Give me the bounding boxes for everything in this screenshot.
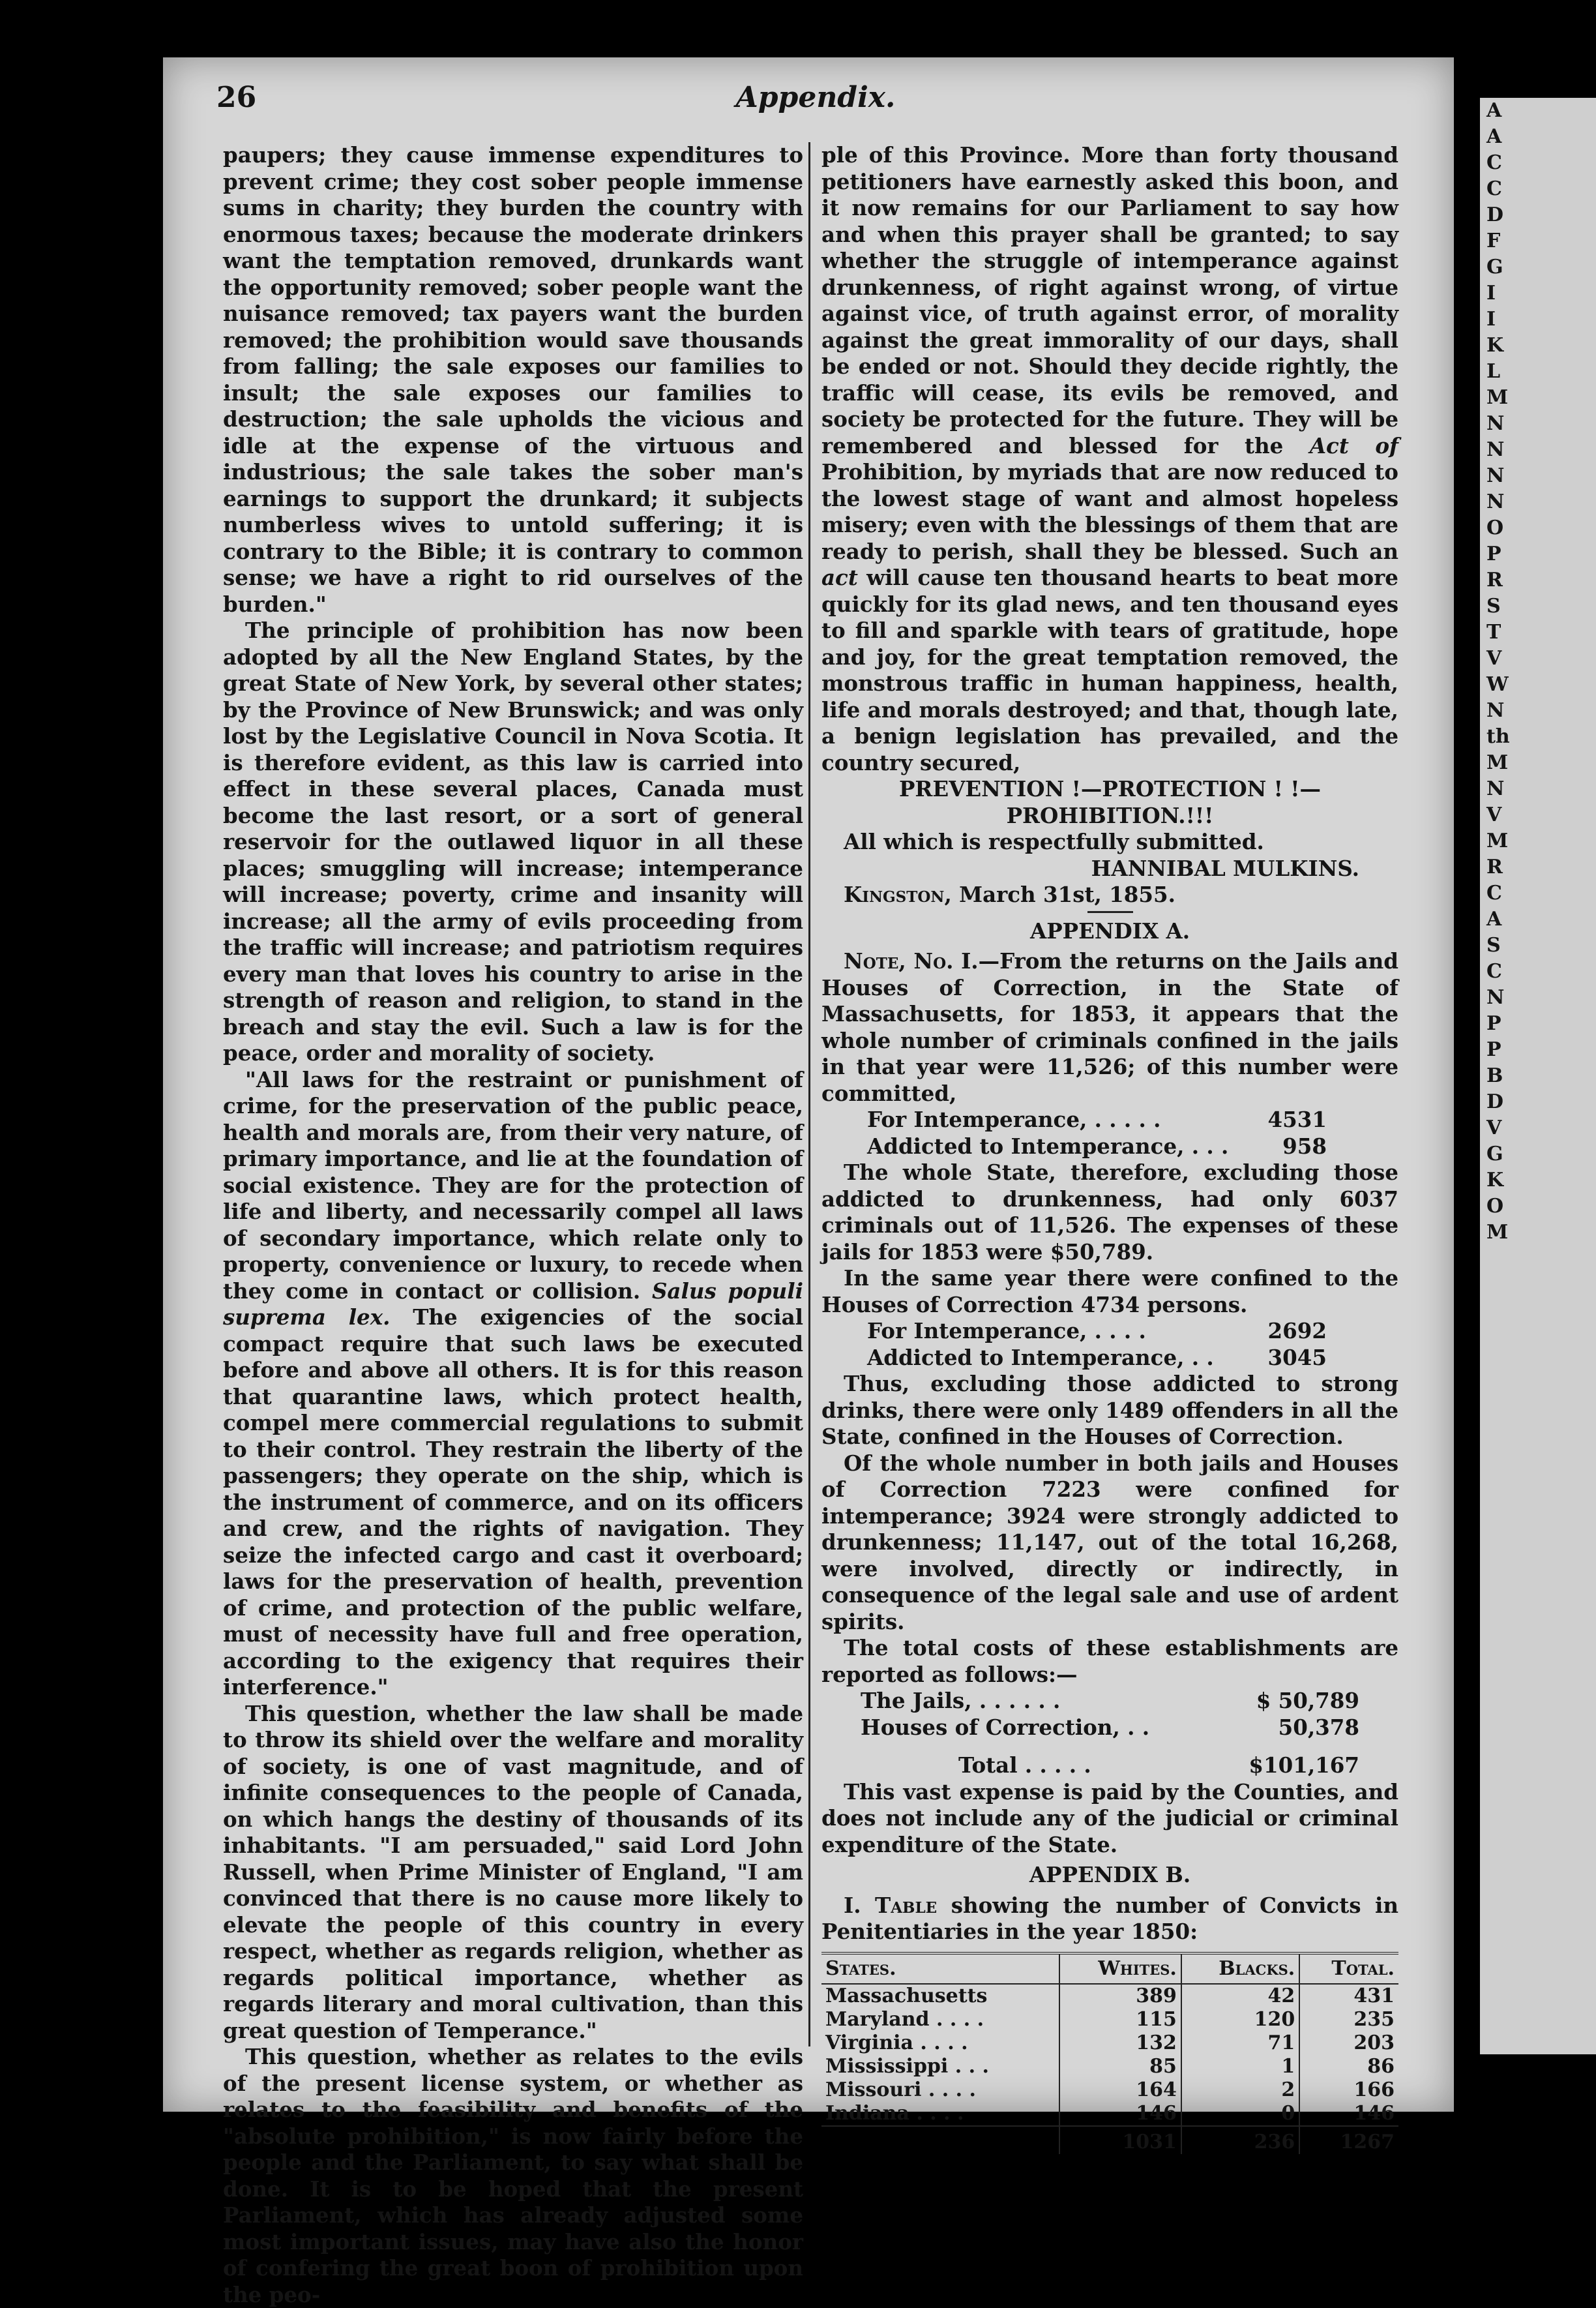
adjacent-page-letter: P	[1486, 1012, 1501, 1035]
adjacent-page-letter: C	[1486, 177, 1502, 200]
adjacent-page-letter: G	[1486, 1143, 1503, 1165]
adjacent-page-letter: M	[1486, 830, 1509, 852]
adjacent-page-letter: th	[1486, 725, 1510, 748]
stat-row	[821, 1133, 1398, 1160]
table-header: Blacks.	[1181, 1953, 1299, 1984]
stat-row	[821, 1318, 1398, 1345]
table-cell: 203	[1299, 2031, 1398, 2055]
stat-value: 2692	[1267, 1318, 1327, 1343]
adjacent-page-letter: V	[1486, 1117, 1502, 1139]
cost-label: Houses of Correction, . .	[861, 1714, 1150, 1740]
adjacent-page-letters	[1486, 98, 1513, 1246]
latin-maxim: Salus populi suprema lex.	[223, 1278, 803, 1330]
cost-total-value: $101,167	[1249, 1752, 1359, 1778]
adjacent-page-letter: T	[1486, 621, 1501, 644]
adjacent-page-letter: L	[1486, 360, 1501, 383]
table-total-row	[821, 2126, 1398, 2154]
paragraph: The principle of prohibition has now been adopted by all the New England States, by the great State of New York, by several other states; by the Province of New Brunswick; and was only lost by the Legislative Council in Nova Scotia. It is therefore evident, as this law is carried into effect in these several places, Canada must become the last resort, or a sort of general reservoir for the outlawed liquor in all these places; smuggling will increase; intemperance will increase; poverty, crime and insanity will increase; all the army of evils proceeding from the traffic will increase; and patriotism requires every man that loves his country to arise in the strength of reason and religion, to stand in the breach and stay the evil. Such a law is for the peace, order and morality of society.	[223, 618, 803, 1066]
paragraph: This vast expense is paid by the Counties, and does not include any of the judicial or criminal expenditure of the State.	[821, 1778, 1398, 1857]
table-cell: 389	[1059, 1984, 1181, 2008]
cost-total-row	[821, 1752, 1398, 1779]
table-cell: Missouri . . . .	[825, 2078, 976, 2101]
adjacent-page-letter: B	[1486, 1064, 1503, 1087]
cost-row	[821, 1715, 1398, 1741]
table-intro	[821, 1893, 1398, 1945]
adjacent-page-letter: A	[1486, 908, 1502, 931]
adjacent-page-letter: P	[1486, 543, 1501, 565]
paragraph: The total costs of these establishments are reported as follows:—	[821, 1635, 1398, 1687]
table-cell: 120	[1181, 2008, 1299, 2031]
stat-label: Addicted to Intemperance, . . .	[867, 1133, 1229, 1159]
table-cell: 0	[1181, 2102, 1299, 2126]
date: March 31st, 1855.	[959, 882, 1175, 907]
adjacent-page-letter: I	[1486, 282, 1496, 305]
text: showing the number of Convicts in Penitentiaries in the year 1850:	[821, 1892, 1398, 1944]
quote-text: "All laws for the restraint or punishment of crime, for the preservation of the public peace, health and morals are, from their very nature, of primary importance, and lie at the foundation of social existence. They are for the protection of life and liberty, and necessarily compel all laws of secondary importance, which relate only to property, convenience or luxury, to recede when they come in contact or collision.	[223, 1066, 803, 1304]
adjacent-page-letter: N	[1486, 464, 1505, 487]
table-header-row	[821, 1953, 1398, 1984]
stat-row	[821, 1345, 1398, 1371]
adjacent-page-letter: V	[1486, 803, 1502, 826]
adjacent-page-letter: F	[1486, 230, 1501, 252]
table-cell: 1031	[1059, 2126, 1181, 2154]
adjacent-page-letter: M	[1486, 751, 1509, 774]
submitted-line: All which is respectfully submitted.	[844, 829, 1264, 854]
adjacent-page-letter: P	[1486, 1038, 1501, 1061]
book-page	[163, 57, 1454, 2307]
running-head: Appendix.	[735, 81, 896, 114]
adjacent-page-letter: C	[1486, 882, 1502, 905]
paragraph: In the same year there were confined to the Houses of Correction 4734 persons.	[821, 1265, 1398, 1317]
table-cell: 2	[1181, 2078, 1299, 2102]
table-row	[821, 2102, 1398, 2126]
appendix-a-heading: APPENDIX A.	[1029, 918, 1190, 944]
adjacent-page-letter: D	[1486, 1090, 1504, 1113]
adjacent-page-letter: D	[1486, 203, 1504, 226]
note-label: Note, No. I.	[844, 948, 979, 974]
table-cell: 85	[1059, 2055, 1181, 2078]
table-row	[821, 2031, 1398, 2055]
page-number: 26	[216, 81, 257, 114]
adjacent-page-letter: O	[1486, 1195, 1504, 1218]
table-cell: 86	[1299, 2055, 1398, 2078]
adjacent-page-letter: N	[1486, 412, 1505, 435]
adjacent-page-letter: N	[1486, 777, 1505, 800]
paragraph: paupers; they cause immense expenditures to prevent crime; they cost sober people immense sums in charity; they burden the country with enormous taxes; because the moderate drinkers want the temptation removed, drunkards want the opportunity removed; sober people want the nuisance removed; tax payers want the burden removed; the prohibition would save thousands from falling; the sale exposes our families to insult; the sale exposes our families to destruction; the sale upholds the vicious and idle at the expense of the virtuous and industrious; the sale takes the sober man's earnings to support the drunkard; it subjects numberless wives to untold suffering; it is contrary to the Bible; it is contrary to common sense; we have a right to rid ourselves of the burden."	[223, 142, 803, 617]
paragraph	[821, 142, 1398, 776]
adjacent-page-letter: R	[1486, 856, 1503, 878]
place-date	[821, 882, 1398, 908]
table-cell: Maryland . . . .	[825, 2007, 984, 2031]
adjacent-page-letter: S	[1486, 934, 1501, 957]
italic-text: act	[821, 565, 858, 590]
paragraph: Thus, excluding those addicted to strong drinks, there were only 1489 offenders in all the State, confined in the Houses of Correction.	[821, 1371, 1398, 1449]
table-cell: 164	[1059, 2078, 1181, 2102]
column-divider	[808, 142, 810, 2046]
table-cell: 166	[1299, 2078, 1398, 2102]
cost-row	[821, 1688, 1398, 1715]
adjacent-page-letter: N	[1486, 438, 1505, 461]
stat-label: For Intemperance, . . . .	[867, 1318, 1146, 1343]
cost-total-label: Total . . . . .	[958, 1752, 1091, 1778]
place: Kingston,	[844, 882, 952, 907]
paragraph: This question, whether the law shall be made to throw its shield over the welfare and morality of society, is one of vast magnitude, and of infinite consequences to the people of Canada, on which hangs the destiny of thousands of its inhabitants. "I am persuaded," said Lord John Russell, when Prime Minister of England, "I am convinced that there is no cause more likely to elevate the people of this country in every respect, whether as regards religion, whether as regards political importance, whether as regards literary and moral cultivation, than this great question of Temperance."	[223, 1700, 803, 2043]
table-cell: Mississippi . . .	[825, 2054, 989, 2078]
adjacent-page-letter: S	[1486, 595, 1501, 618]
adjacent-page-letter: C	[1486, 151, 1502, 174]
table-row	[821, 2008, 1398, 2031]
right-column	[821, 142, 1398, 2154]
table-cell: 115	[1059, 2008, 1181, 2031]
paragraph	[821, 948, 1398, 1107]
left-column	[223, 142, 803, 2308]
table-cell: 42	[1181, 1984, 1299, 2008]
text: I.	[844, 1892, 861, 1918]
adjacent-page-letter: R	[1486, 569, 1503, 592]
table-cell: 1	[1181, 2055, 1299, 2078]
table-header: States.	[821, 1953, 1059, 1984]
appendix-b-heading: APPENDIX B.	[1029, 1862, 1191, 1887]
table-cell: Massachusetts	[825, 1984, 988, 2007]
motto: PREVENTION !—PROTECTION ! !—PROHIBITION.!!!	[898, 776, 1322, 828]
adjacent-page-letter: M	[1486, 1221, 1509, 1244]
paragraph	[223, 1067, 803, 1701]
adjacent-page-letter: I	[1486, 308, 1496, 331]
stat-row	[821, 1107, 1398, 1133]
table-row	[821, 2055, 1398, 2078]
page-header	[216, 81, 1415, 127]
table-row	[821, 1984, 1398, 2008]
cost-value: $ 50,789	[1256, 1688, 1359, 1713]
table-cell	[821, 2126, 1059, 2154]
table-cell: 236	[1181, 2126, 1299, 2154]
adjacent-page-letter: K	[1486, 334, 1504, 357]
table-label: Table	[875, 1892, 938, 1918]
adjacent-page-letter: V	[1486, 647, 1502, 670]
adjacent-page-letter: A	[1486, 99, 1502, 122]
table-header: Total.	[1299, 1953, 1398, 1984]
paragraph: The whole State, therefore, excluding those addicted to drunkenness, had only 6037 criminals out of 11,526. The expenses of these jails for 1853 were $50,789.	[821, 1160, 1398, 1265]
adjacent-page-letter: N	[1486, 986, 1505, 1009]
stat-value: 958	[1282, 1133, 1327, 1159]
adjacent-page-letter: M	[1486, 386, 1509, 409]
rule	[1087, 911, 1133, 913]
adjacent-page-letter: K	[1486, 1169, 1504, 1191]
table-cell: Indiana . . . .	[825, 2101, 964, 2125]
adjacent-page-letter: W	[1486, 673, 1509, 696]
cost-value: 50,378	[1278, 1714, 1359, 1740]
table-cell: Virginia . . . .	[825, 2031, 968, 2054]
table-cell: 71	[1181, 2031, 1299, 2055]
text: —From the returns on the Jails and Houses of Correction, in the State of Massachusetts, for 1853, it appears that the whole number of criminals confined in the jails in that year were 11,526; of this number were committed,	[821, 948, 1398, 1106]
adjacent-page-letter: A	[1486, 125, 1502, 148]
table-cell: 132	[1059, 2031, 1181, 2055]
table-cell: 431	[1299, 1984, 1398, 2008]
stat-value: 3045	[1267, 1344, 1327, 1370]
adjacent-page-letter: G	[1486, 256, 1503, 278]
cost-label: The Jails, . . . . . .	[861, 1688, 1061, 1713]
table-row	[821, 2078, 1398, 2102]
convicts-table	[821, 1952, 1398, 2154]
table-header: Whites.	[1059, 1953, 1181, 1984]
text: ple of this Province. More than forty thousand petitioners have earnestly asked this boon, and it now remains for our Parliament to say how and when this prayer shall be granted; to say whether the struggle of intemperance against drunkenness, of right against wrong, of virtue against vice, of truth against error, of morality against the great immorality of our days, shall be ended or not. Should they decide rightly, the traffic will cease, its evils be removed, and society be protected for the future. They will be remembered and blessed for the	[821, 142, 1398, 458]
adjacent-page-letter: N	[1486, 699, 1505, 722]
text: Prohibition, by myriads that are now reduced to the lowest stage of want and almost hopeless misery; even with the blessings of them that are ready to perish, shall they be blessed. Such an	[821, 459, 1398, 564]
stat-value: 4531	[1267, 1107, 1327, 1132]
table-cell: 1267	[1299, 2126, 1398, 2154]
table-cell: 235	[1299, 2008, 1398, 2031]
quote-text: The exigencies of the social compact require that such laws be executed before and above all others. It is for this reason that quarantine laws, which protect health, compel mere commercial regulations to submit to their control. They restrain the liberty of the passengers; they operate on the ship, which is the instrument of commerce, and on its officers and crew, and the rights of navigation. They seize the infected cargo and cast it overboard; laws for the preservation of health, prevention of crime, and protection of the public welfare, must of necessity have full and free operation, according to the exigency that requires their interference."	[223, 1304, 803, 1700]
adjacent-page-letter: N	[1486, 490, 1505, 513]
stat-label: For Intemperance, . . . . .	[867, 1107, 1161, 1132]
adjacent-page-edge	[1480, 98, 1596, 2054]
paragraph: This question, whether as relates to the evils of the present license system, or whether as relates to the feasibility and benefits of the "absolute prohibition," is now fairly before the people and the Parliament, to say what shall be done. It is to be hoped that the present Parliament, which has already adjusted some most important issues, may have also the honor of confering the great boon of prohibition upon the peo-	[223, 2044, 803, 2307]
table-cell: 146	[1059, 2102, 1181, 2126]
stat-label: Addicted to Intemperance, . .	[867, 1344, 1214, 1370]
signature: HANNIBAL MULKINS.	[1091, 855, 1359, 881]
table-cell: 146	[1299, 2102, 1398, 2126]
text: will cause ten thousand hearts to beat more quickly for its glad news, and ten thousand eyes to fill and sparkle with tears of gratitude, hope and joy, for the great temptation removed, the monstrous traffic in human happiness, health, life and morals destroyed; and that, though late, a benign legislation has prevailed, and the country secured,	[821, 565, 1398, 775]
paragraph: Of the whole number in both jails and Houses of Correction 7223 were confined for intemperance; 3924 were strongly addicted to drunkenness; 11,147, out of the total 16,268, were involved, directly or indirectly, in consequence of the legal sale and use of ardent spirits.	[821, 1450, 1398, 1634]
adjacent-page-letter: C	[1486, 960, 1502, 983]
adjacent-page-letter: O	[1486, 517, 1504, 539]
italic-text: Act of	[1309, 432, 1398, 458]
